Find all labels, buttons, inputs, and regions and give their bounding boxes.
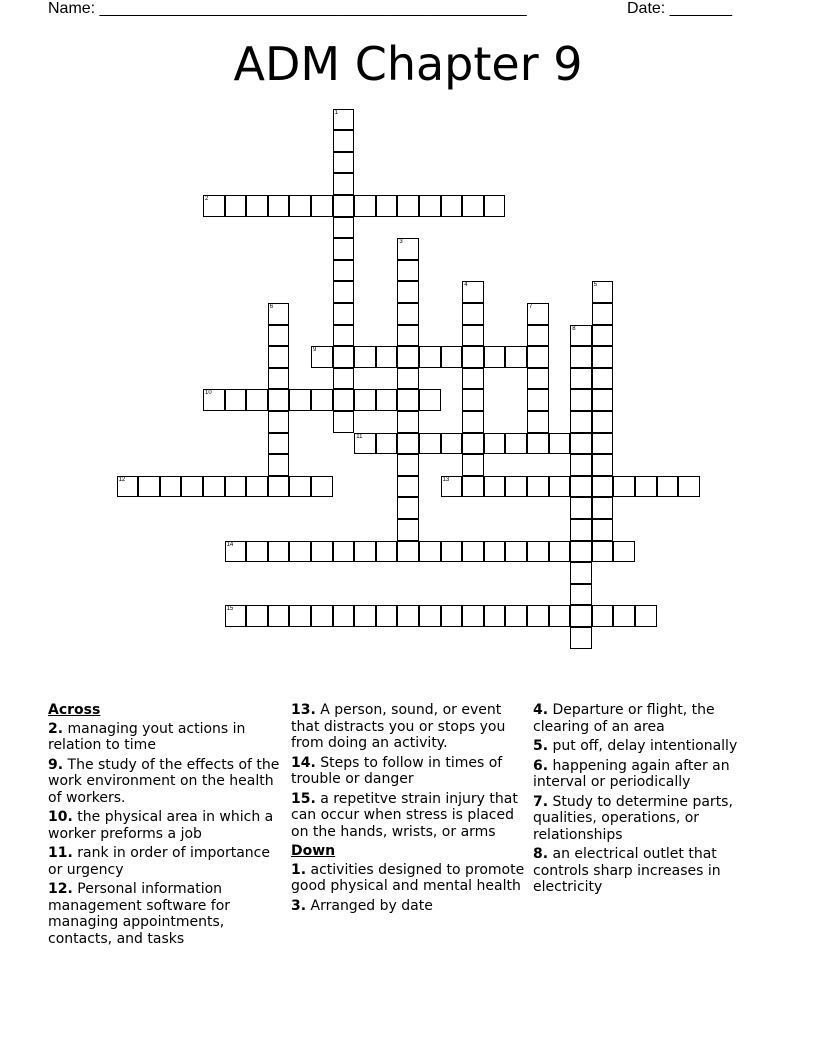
grid-cell[interactable] [441,541,463,563]
clue-number: 10. [48,809,73,825]
grid-cell[interactable] [592,454,614,476]
grid-cell[interactable] [376,195,398,217]
grid-cell[interactable] [333,389,355,411]
clue-column-2 [291,702,527,917]
grid-cell[interactable] [333,130,355,152]
grid-cell[interactable] [505,541,527,563]
grid-cell[interactable] [527,476,549,498]
grid-cell[interactable] [333,605,355,627]
grid-cell[interactable] [527,389,549,411]
cell-number: 1 [334,109,338,116]
clue-text: happening again after an interval or periodically [533,757,730,790]
grid-cell[interactable] [527,605,549,627]
grid-cell[interactable] [397,605,419,627]
grid-cell[interactable] [462,195,484,217]
grid-cell[interactable] [527,411,549,433]
clue-number: 6. [533,757,549,774]
grid-cell[interactable] [225,541,247,563]
grid-cell[interactable] [333,260,355,282]
grid-cell[interactable] [570,389,592,411]
grid-cell[interactable] [354,605,376,627]
clue-across-12 [48,881,280,947]
cell-number: 10 [205,390,212,397]
cell-number: 8 [572,325,576,332]
grid-cell[interactable] [570,476,592,498]
grid-cell[interactable] [289,476,311,498]
grid-cell[interactable] [419,541,441,563]
grid-cell[interactable] [289,605,311,627]
grid-cell[interactable] [484,195,506,217]
grid-cell[interactable] [397,433,419,455]
name-field-label[interactable]: Name: ________________________________________________ [48,0,527,17]
date-field-label[interactable]: Date: _______ [627,0,732,17]
grid-cell[interactable] [657,476,679,498]
grid-cell[interactable] [635,605,657,627]
grid-cell[interactable] [397,368,419,390]
clue-number: 15. [291,790,316,807]
grid-cell[interactable] [333,368,355,390]
grid-cell[interactable] [462,411,484,433]
grid-cell[interactable] [333,541,355,563]
grid-cell[interactable] [549,476,571,498]
clue-across-2 [48,721,280,754]
grid-cell[interactable] [570,541,592,563]
grid-cell[interactable] [311,346,333,368]
clue-column-1 [48,702,280,950]
clue-down-3 [291,898,527,915]
grid-cell[interactable] [354,346,376,368]
grid-cell[interactable] [419,389,441,411]
grid-cell[interactable] [203,476,225,498]
grid-cell[interactable] [527,325,549,347]
grid-cell[interactable] [268,389,290,411]
grid-cell[interactable] [527,368,549,390]
grid-cell[interactable] [376,605,398,627]
clue-text: Departure or flight, the clearing of an area [533,702,715,735]
grid-cell[interactable] [268,605,290,627]
grid-cell[interactable] [289,195,311,217]
grid-cell[interactable] [268,411,290,433]
grid-cell[interactable] [678,476,700,498]
grid-cell[interactable] [592,389,614,411]
grid-cell[interactable] [570,627,592,649]
grid-cell[interactable] [311,195,333,217]
grid-cell[interactable] [570,605,592,627]
grid-cell[interactable] [397,411,419,433]
grid-cell[interactable] [419,433,441,455]
clue-text: the physical area in which a worker preforms a job [48,809,274,842]
grid-cell[interactable] [397,325,419,347]
cell-number: 2 [205,196,209,202]
grid-cell[interactable] [333,217,355,239]
clue-text: rank in order of importance or urgency [48,845,270,878]
clue-down-7 [533,794,763,844]
clue-column-3 [533,702,763,899]
grid-cell[interactable] [527,541,549,563]
grid-cell[interactable] [333,195,355,217]
grid-cell[interactable] [268,346,290,368]
grid-cell[interactable] [592,497,614,519]
across-heading: Across [48,702,101,718]
grid-cell[interactable] [376,433,398,455]
grid-cell[interactable] [246,389,268,411]
grid-cell[interactable] [592,476,614,498]
grid-cell[interactable] [419,346,441,368]
grid-cell[interactable] [333,411,355,433]
grid-cell[interactable] [225,195,247,217]
grid-cell[interactable] [527,346,549,368]
grid-cell[interactable] [592,605,614,627]
grid-cell[interactable] [527,303,549,325]
grid-cell[interactable] [268,476,290,498]
cell-number: 4 [464,282,468,289]
grid-cell[interactable] [527,433,549,455]
grid-cell[interactable] [268,433,290,455]
grid-cell[interactable] [354,541,376,563]
clue-down-6 [533,758,763,791]
clue-down-1 [291,862,527,895]
grid-cell[interactable] [549,433,571,455]
clue-across-11 [48,845,280,878]
grid-cell[interactable] [333,152,355,174]
grid-cell[interactable] [397,195,419,217]
grid-cell[interactable] [441,433,463,455]
grid-cell[interactable] [268,303,290,325]
grid-cell[interactable] [311,476,333,498]
grid-cell[interactable] [549,605,571,627]
grid-cell[interactable] [333,325,355,347]
grid-cell[interactable] [268,454,290,476]
clue-text: The study of the effects of the work environment on the health of workers. [48,756,280,806]
grid-cell[interactable] [397,260,419,282]
grid-cell[interactable] [462,433,484,455]
grid-cell[interactable] [592,433,614,455]
clue-number: 8. [533,846,549,862]
clue-text: a repetitve strain injury that can occur when stress is placed on the hands, wrists, or arms [291,790,518,840]
grid-cell[interactable] [505,346,527,368]
cell-number: 12 [118,476,126,483]
grid-cell[interactable] [268,368,290,390]
cell-number: 13 [442,476,450,483]
clue-text: Steps to follow in times of trouble or danger [291,754,503,787]
clue-down-8 [533,846,763,896]
grid-cell[interactable] [289,541,311,563]
clue-text: A person, sound, or event that distracts you or stops you from doing an activity. [291,702,506,751]
grid-cell[interactable] [203,195,225,217]
down-heading: Down [291,843,336,859]
grid-cell[interactable] [203,389,225,411]
grid-cell[interactable] [635,476,657,498]
grid-cell[interactable] [505,476,527,498]
grid-cell[interactable] [376,541,398,563]
clue-down-4 [533,702,763,735]
cell-number: 9 [313,347,317,354]
grid-cell[interactable] [484,476,506,498]
clue-number: 2. [48,720,64,737]
cell-number: 5 [593,282,598,289]
grid-cell[interactable] [570,584,592,606]
grid-cell[interactable] [376,389,398,411]
grid-cell[interactable] [246,476,268,498]
grid-cell[interactable] [484,346,506,368]
grid-cell[interactable] [333,238,355,260]
clue-number: 7. [533,793,549,810]
clue-text: put off, delay intentionally [552,738,738,754]
grid-cell[interactable] [268,195,290,217]
grid-cell[interactable] [570,454,592,476]
grid-cell[interactable] [397,281,419,303]
grid-cell[interactable] [117,476,139,498]
clue-text: Study to determine parts, qualities, operations, or relationships [533,793,733,843]
grid-cell[interactable] [462,303,484,325]
clue-number: 4. [533,702,549,718]
grid-cell[interactable] [333,173,355,195]
grid-cell[interactable] [441,476,463,498]
clue-number: 11. [48,845,73,861]
grid-cell[interactable] [354,195,376,217]
grid-cell[interactable] [333,281,355,303]
grid-cell[interactable] [484,605,506,627]
grid-cell[interactable] [462,368,484,390]
grid-cell[interactable] [397,389,419,411]
clue-number: 12. [48,881,73,897]
grid-cell[interactable] [333,303,355,325]
grid-cell[interactable] [613,476,635,498]
grid-cell[interactable] [419,195,441,217]
grid-cell[interactable] [570,368,592,390]
grid-cell[interactable] [397,519,419,541]
grid-cell[interactable] [246,195,268,217]
grid-cell[interactable] [225,476,247,498]
grid-cell[interactable] [592,346,614,368]
page-title: ADM Chapter 9 [233,37,583,91]
clue-number: 3. [291,897,307,914]
grid-cell[interactable] [462,476,484,498]
grid-cell[interactable] [592,541,614,563]
grid-cell[interactable] [592,368,614,390]
clue-text: Arranged by date [310,897,433,914]
grid-cell[interactable] [462,541,484,563]
grid-cell[interactable] [397,303,419,325]
grid-cell[interactable] [592,519,614,541]
clue-number: 5. [533,738,549,754]
grid-cell[interactable] [570,497,592,519]
grid-cell[interactable] [225,389,247,411]
cell-number: 14 [226,541,234,548]
grid-cell[interactable] [397,497,419,519]
grid-cell[interactable] [570,433,592,455]
grid-cell[interactable] [268,325,290,347]
grid-cell[interactable] [397,541,419,563]
clue-across-10 [48,809,280,842]
clue-text: an electrical outlet that controls sharp increases in electricity [533,846,721,895]
grid-cell[interactable] [613,541,635,563]
grid-cell[interactable] [570,325,592,347]
grid-cell[interactable] [462,389,484,411]
grid-cell[interactable] [397,238,419,260]
grid-cell[interactable] [549,541,571,563]
clue-across-15 [291,791,527,841]
grid-cell[interactable] [160,476,182,498]
grid-cell[interactable] [441,195,463,217]
clue-text: activities designed to promote good physical and mental health [291,861,525,894]
grid-cell[interactable] [289,389,311,411]
grid-cell[interactable] [505,605,527,627]
clue-text: Personal information management software for managing appointments, contacts, and tasks [48,881,231,947]
grid-cell[interactable] [570,346,592,368]
grid-cell[interactable] [181,476,203,498]
cell-number: 7 [529,304,533,310]
cell-number: 3 [399,239,403,246]
grid-cell[interactable] [462,325,484,347]
clue-number: 1. [291,861,307,878]
grid-cell[interactable] [484,541,506,563]
cell-number: 15 [226,606,234,613]
grid-cell[interactable] [311,605,333,627]
grid-cell[interactable] [246,541,268,563]
grid-cell[interactable] [592,411,614,433]
grid-cell[interactable] [484,433,506,455]
grid-cell[interactable] [462,454,484,476]
clue-across-14 [291,755,527,788]
grid-cell[interactable] [570,562,592,584]
grid-cell[interactable] [354,433,376,455]
grid-cell[interactable] [441,346,463,368]
grid-cell[interactable] [505,433,527,455]
grid-cell[interactable] [613,605,635,627]
header [48,0,748,22]
grid-cell[interactable] [138,476,160,498]
grid-cell[interactable] [592,281,614,303]
grid-cell[interactable] [397,476,419,498]
grid-cell[interactable] [268,541,290,563]
grid-cell[interactable] [462,281,484,303]
clue-number: 9. [48,756,64,773]
grid-cell[interactable] [441,605,463,627]
cell-number: 6 [269,304,274,310]
grid-cell[interactable] [333,109,355,131]
clue-number: 14. [291,754,316,771]
grid-cell[interactable] [462,605,484,627]
grid-cell[interactable] [376,346,398,368]
clue-across-13 [291,702,527,752]
grid-cell[interactable] [592,325,614,347]
grid-cell[interactable] [570,519,592,541]
clue-text: managing yout actions in relation to time [48,720,246,753]
clue-down-5 [533,738,763,755]
grid-cell[interactable] [311,541,333,563]
grid-cell[interactable] [397,346,419,368]
clue-across-9 [48,757,280,807]
grid-cell[interactable] [397,454,419,476]
grid-cell[interactable] [311,389,333,411]
grid-cell[interactable] [419,605,441,627]
clue-number: 13. [291,702,316,718]
grid-cell[interactable] [225,605,247,627]
grid-cell[interactable] [592,303,614,325]
grid-cell[interactable] [462,346,484,368]
grid-cell[interactable] [333,346,355,368]
cell-number: 11 [356,433,363,440]
grid-cell[interactable] [570,411,592,433]
grid-cell[interactable] [354,389,376,411]
grid-cell[interactable] [246,605,268,627]
